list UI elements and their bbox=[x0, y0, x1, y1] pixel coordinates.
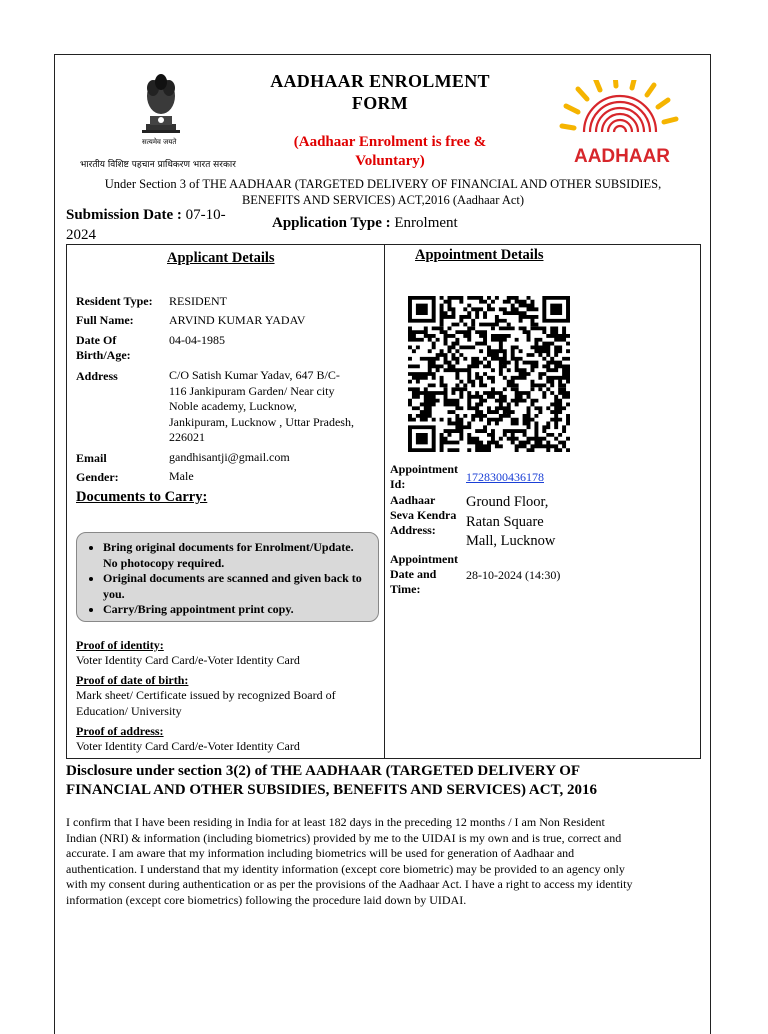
proof-dob-line: Education/ University bbox=[76, 703, 182, 718]
full-name-label: Full Name: bbox=[76, 313, 134, 327]
proof-dob-label: Proof of date of birth: bbox=[76, 673, 189, 687]
appointment-datetime-value: 28-10-2024 (14:30) bbox=[466, 568, 561, 582]
appointment-details-heading: Appointment Details bbox=[415, 247, 544, 263]
submission-date-label: Submission Date : bbox=[66, 207, 186, 223]
disclosure-body-line: with my consent during authentication or as per the provisions of the Aadhaar Act. I have a right to access my identity bbox=[66, 877, 633, 891]
documents-heading: Documents to Carry: bbox=[76, 489, 208, 505]
seva-kendra-label bbox=[390, 493, 456, 538]
dob-value: 04-04-1985 bbox=[169, 333, 225, 347]
appointment-id-label-line2: Id: bbox=[390, 477, 406, 491]
submission-date-value-part1: 07-10- bbox=[185, 207, 226, 223]
form-subtitle-line1: (Aadhaar Enrolment is free & bbox=[293, 134, 487, 150]
seva-kendra-address-line: Mall, Lucknow bbox=[466, 533, 556, 549]
appointment-datetime-label-line3: Time: bbox=[390, 582, 421, 596]
column-divider bbox=[384, 244, 385, 759]
proof-dob-line: Mark sheet/ Certificate issued by recognized Board of bbox=[76, 688, 336, 702]
emblem-motto: सत्यमेव जयते bbox=[142, 138, 177, 146]
submission-date bbox=[66, 205, 256, 245]
section-reference-line2: BENEFITS AND SERVICES) ACT,2016 (Aadhaar Act) bbox=[241, 193, 525, 207]
gender-value: Male bbox=[169, 469, 194, 483]
qr-code-icon bbox=[408, 296, 570, 452]
application-type bbox=[272, 215, 458, 232]
form-title-line1: AADHAAR ENROLMENT bbox=[270, 71, 490, 91]
disclosure-title-line1: Disclosure under section 3(2) of THE AADHAAR (TARGETED DELIVERY OF bbox=[66, 763, 581, 779]
qr-modules bbox=[408, 296, 570, 452]
proof-identity-value: Voter Identity Card Card/e-Voter Identity Card bbox=[76, 653, 300, 667]
dob-label-line1: Date Of bbox=[76, 333, 117, 347]
full-name-value: ARVIND KUMAR YADAV bbox=[169, 313, 306, 327]
disclosure-title bbox=[66, 762, 686, 800]
proof-identity-label: Proof of identity: bbox=[76, 638, 164, 652]
appointment-id-label-line1: Appointment bbox=[390, 462, 459, 476]
seva-kendra-address-line: Ratan Square bbox=[466, 513, 544, 530]
seva-kendra-address bbox=[466, 493, 555, 552]
application-type-label: Application Type : bbox=[272, 215, 395, 231]
seva-kendra-label-line3: Address: bbox=[390, 523, 436, 537]
address-line: Jankipuram, Lucknow , Uttar Pradesh, bbox=[169, 414, 354, 429]
address-label: Address bbox=[76, 369, 118, 383]
section-reference bbox=[66, 176, 700, 208]
seva-kendra-label-line2: Seva Kendra bbox=[390, 508, 457, 522]
proof-dob-value bbox=[76, 688, 336, 719]
appointment-id-label bbox=[390, 462, 458, 492]
appointment-datetime-label-line1: Appointment bbox=[390, 552, 459, 566]
resident-type-value: RESIDENT bbox=[169, 294, 227, 308]
documents-note-list bbox=[85, 540, 370, 618]
disclosure-body-line: authentication. I understand that my identity information (except core biometric) may be provided to an agency only bbox=[66, 861, 625, 876]
address-line: C/O Satish Kumar Yadav, 647 B/C- bbox=[169, 368, 340, 382]
note-item: • Bring original documents for Enrolment/Update. No photocopy required. bbox=[103, 540, 370, 571]
dob-label bbox=[76, 333, 131, 363]
application-type-value: Enrolment bbox=[394, 215, 458, 231]
proof-address-value: Voter Identity Card Card/e-Voter Identity Card bbox=[76, 739, 300, 753]
address-line: 116 Jankipuram Garden/ Near city bbox=[169, 383, 335, 398]
seva-kendra-address-line: Ground Floor, bbox=[466, 494, 549, 510]
email-label: Email bbox=[76, 451, 107, 465]
email-value: gandhisantji@gmail.com bbox=[169, 450, 290, 464]
resident-type-label: Resident Type: bbox=[76, 294, 153, 308]
seva-kendra-label-line1: Aadhaar bbox=[390, 493, 436, 507]
section-reference-line1: Under Section 3 of THE AADHAAR (TARGETED DELIVERY OF FINANCIAL AND OTHER SUBSIDIES, bbox=[104, 177, 662, 191]
address-line: Noble academy, Lucknow, bbox=[169, 399, 297, 413]
dob-label-line2: Birth/Age: bbox=[76, 348, 131, 362]
aadhaar-logo-icon bbox=[556, 80, 688, 170]
note-item: • Carry/Bring appointment print copy. bbox=[103, 602, 370, 618]
proof-address-label: Proof of address: bbox=[76, 724, 164, 738]
form-subtitle bbox=[270, 133, 510, 171]
disclosure-body-line: information (except core biometrics) following the procedure laid down by UIDAI. bbox=[66, 892, 467, 907]
documents-note-box bbox=[76, 532, 379, 622]
appointment-id-link[interactable]: 1728300436178 bbox=[466, 470, 544, 484]
submission-date-value-part2: 2024 bbox=[66, 227, 96, 243]
address-value bbox=[169, 368, 354, 446]
aadhaar-logo-text: AADHAAR bbox=[573, 146, 671, 167]
appointment-datetime-label bbox=[390, 552, 458, 597]
disclosure-body-line: accurate. I am aware that my information including biometrics will be used for generation of Aadhaar and bbox=[66, 846, 575, 860]
disclosure-body bbox=[66, 815, 706, 908]
note-item: • Original documents are scanned and given back to you. bbox=[103, 571, 370, 602]
appointment-datetime-label-line2: Date and bbox=[390, 567, 437, 581]
form-title-line2: FORM bbox=[351, 93, 409, 113]
disclosure-body-line: Indian (NRI) & information (including biometrics) provided by me to the UIDAI is my own and is true, correct and bbox=[66, 830, 622, 845]
form-title bbox=[260, 70, 500, 114]
authority-name: भारतीय विशिष्ट पहचान प्राधिकरण भारत सरकार bbox=[80, 160, 236, 170]
address-line: 226021 bbox=[169, 430, 205, 444]
disclosure-title-line2: FINANCIAL AND OTHER SUBSIDIES, BENEFITS AND SERVICES) ACT, 2016 bbox=[66, 782, 597, 798]
gender-label: Gender: bbox=[76, 470, 119, 484]
form-subtitle-line2: Voluntary) bbox=[355, 153, 425, 169]
disclosure-body-line: I confirm that I have been residing in India for at least 182 days in the preceding 12 months / I am Non Resident bbox=[66, 815, 605, 829]
applicant-details-heading: Applicant Details bbox=[167, 250, 275, 266]
